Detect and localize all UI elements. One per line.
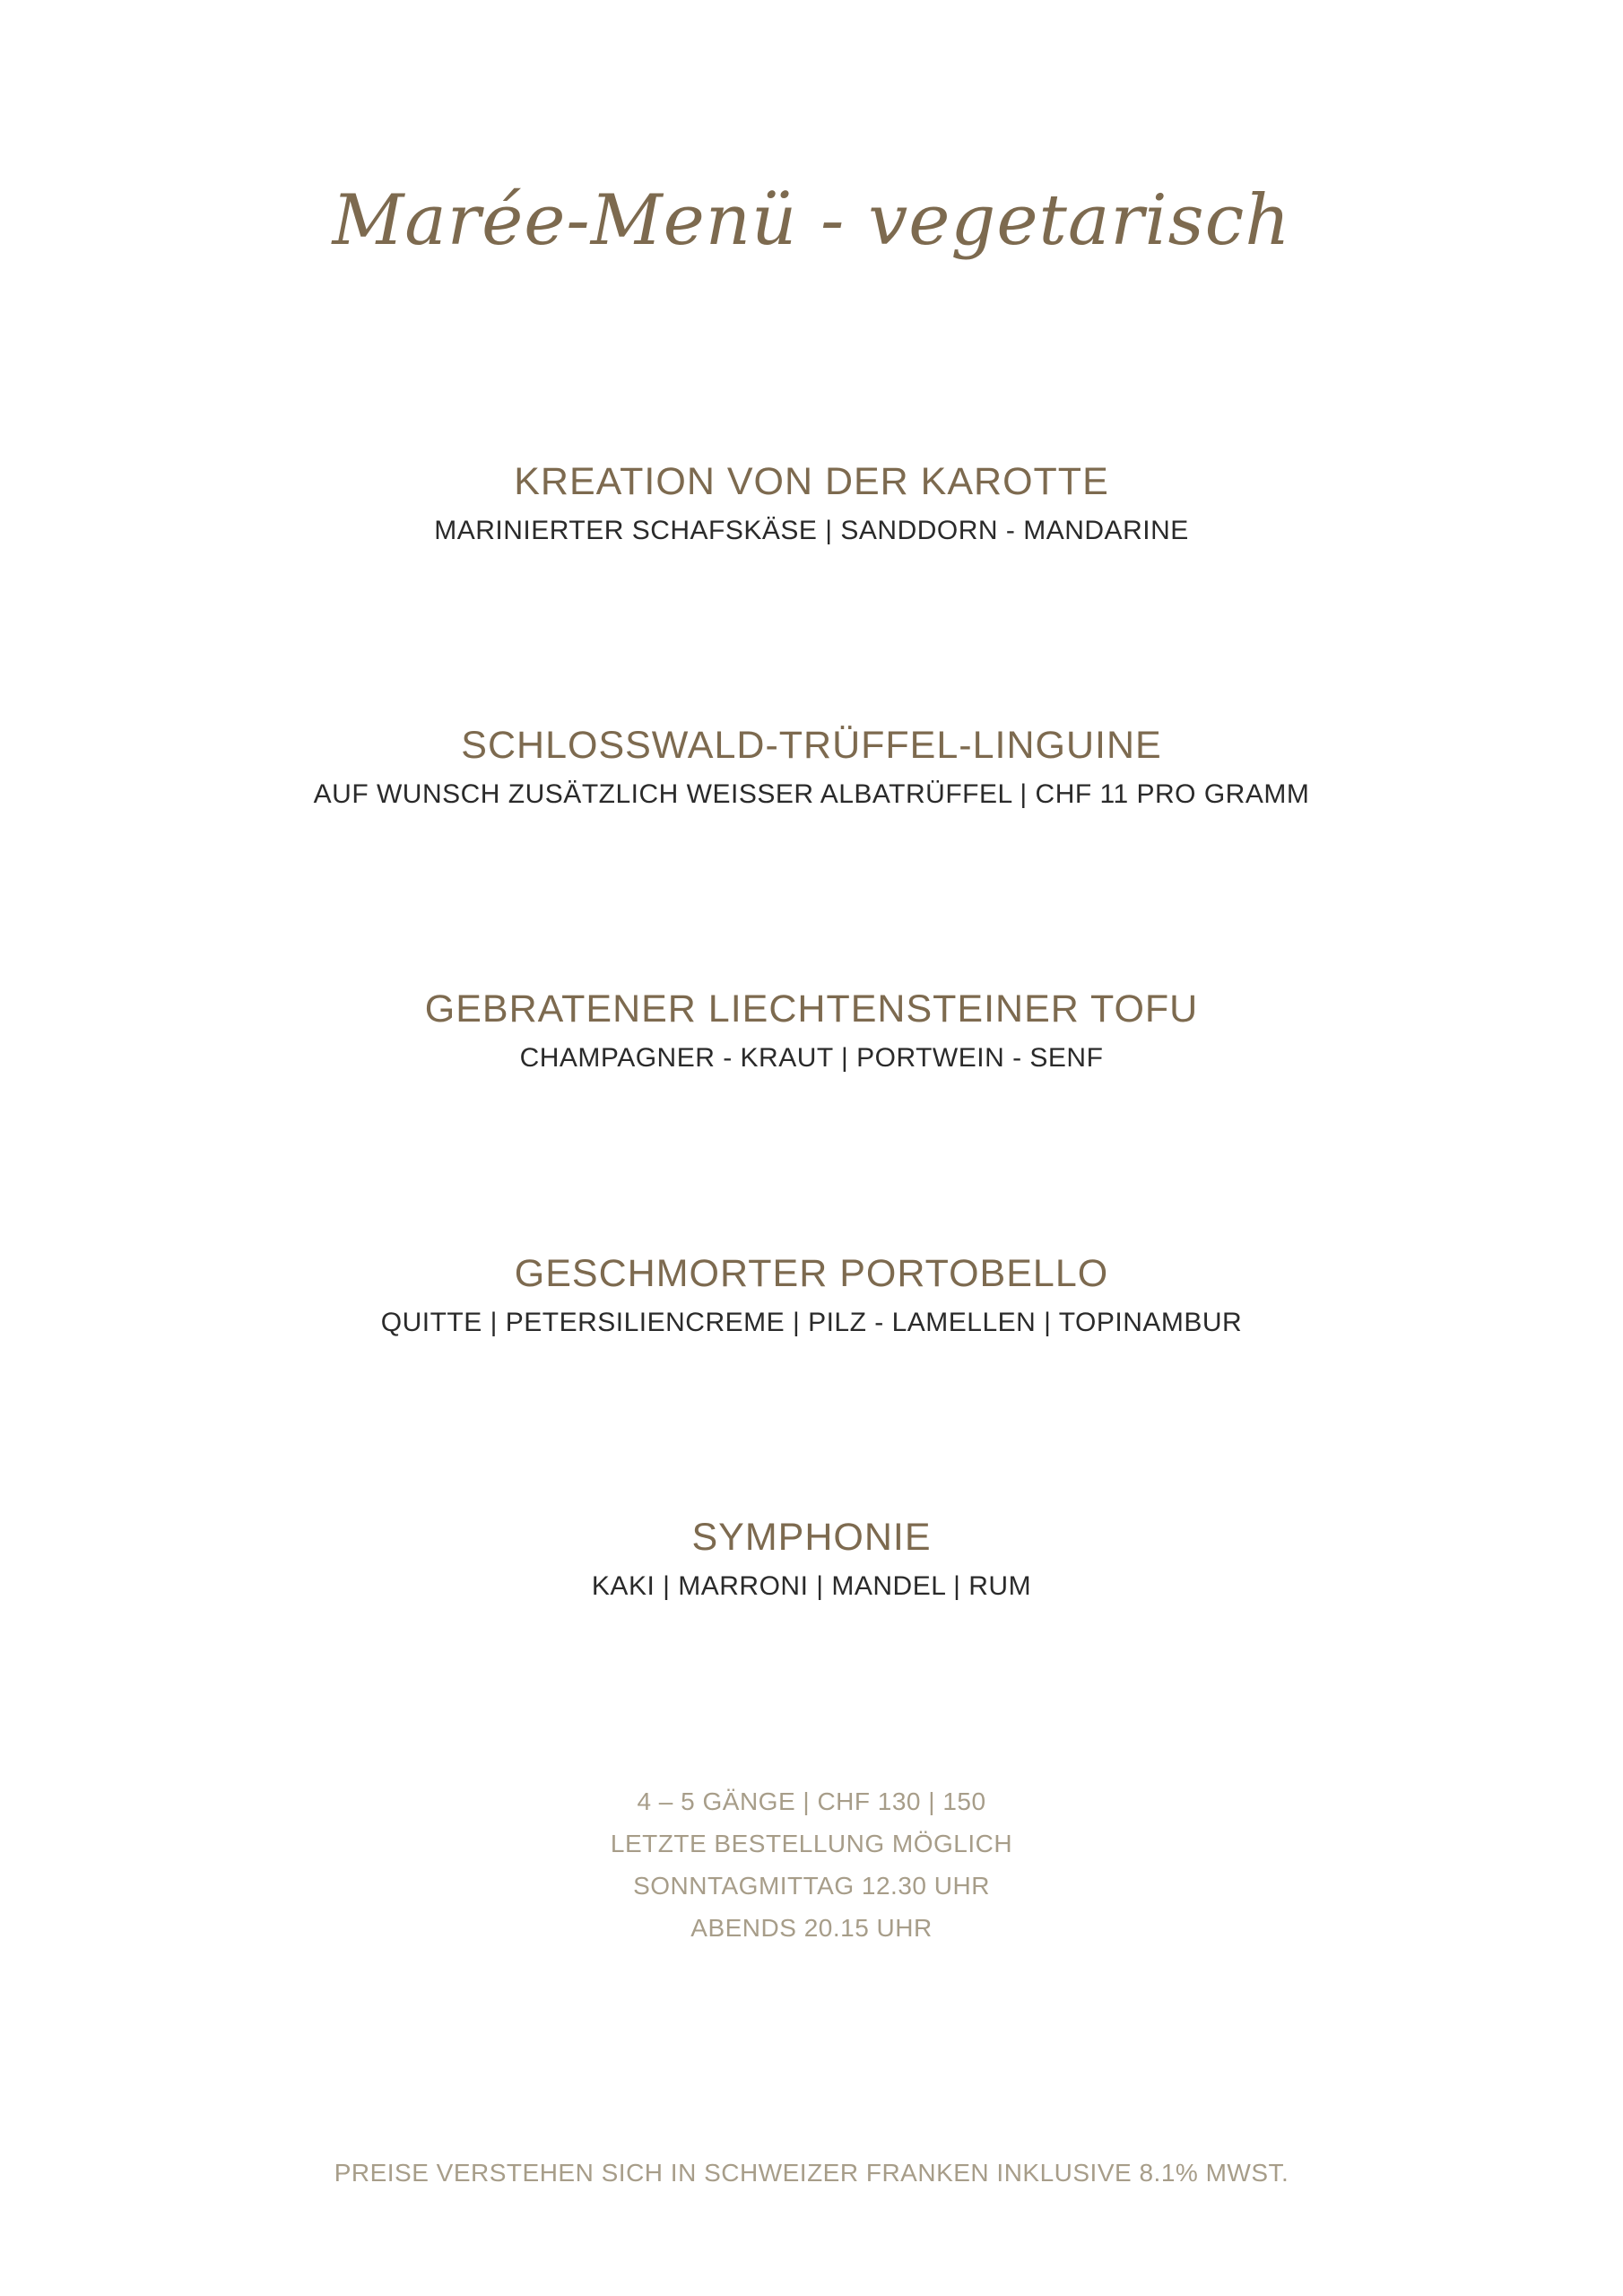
course-description: AUF WUNSCH ZUSÄTZLICH WEISSER ALBATRÜFFEL | CHF 11 PRO GRAMM [313,778,1310,809]
course-title: SCHLOSSWALD-TRÜFFEL-LINGUINE [461,724,1162,767]
info-evening: ABENDS 20.15 UHR [690,1914,933,1942]
course-title: GESCHMORTER PORTOBELLO [514,1252,1109,1295]
info-sunday-lunch: SONNTAGMITTAG 12.30 UHR [633,1872,990,1900]
course-title: GEBRATENER LIECHTENSTEINER TOFU [424,987,1199,1031]
course-1 [0,459,1623,548]
footer-note: PREISE VERSTEHEN SICH IN SCHWEIZER FRANKEN INKLUSIVE 8.1% MWST. [334,2159,1289,2187]
course-description: MARINIERTER SCHAFSKÄSE | SANDDORN - MANDARINE [434,515,1189,545]
info-last-order: LETZTE BESTELLUNG MÖGLICH [610,1830,1013,1857]
course-2 [0,723,1623,812]
course-title: SYMPHONIE [691,1516,932,1559]
menu-info [0,1780,1623,1949]
info-courses-price: 4 – 5 GÄNGE | CHF 130 | 150 [637,1787,986,1815]
course-title: KREATION VON DER KAROTTE [514,460,1109,503]
course-3 [0,987,1623,1075]
course-description: CHAMPAGNER - KRAUT | PORTWEIN - SENF [519,1042,1104,1073]
course-description: QUITTE | PETERSILIENCREME | PILZ - LAMELLEN | TOPINAMBUR [380,1307,1243,1337]
page-title: Marée-Menü - vegetarisch [332,180,1291,261]
course-description: KAKI | MARRONI | MANDEL | RUM [591,1570,1032,1601]
course-4 [0,1251,1623,1340]
course-5 [0,1515,1623,1604]
